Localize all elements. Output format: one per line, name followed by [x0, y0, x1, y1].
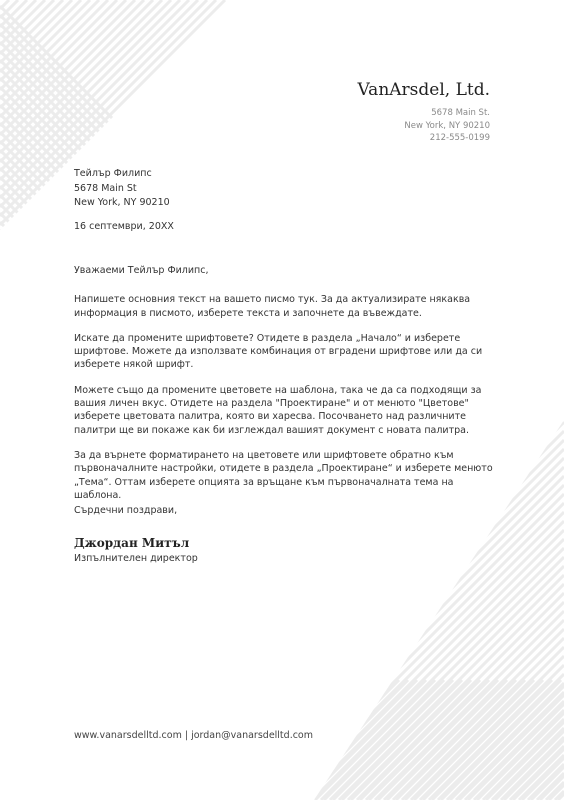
decor-stripe — [495, 680, 564, 800]
decor-stripe — [501, 737, 564, 800]
decor-stripe — [477, 680, 564, 800]
decor-stripe — [0, 0, 90, 90]
decor-stripe — [0, 204, 26, 230]
decor-stripe — [314, 680, 327, 800]
decor-stripe — [450, 680, 564, 800]
body-paragraph: За да върнете форматирането на цветовете или шрифтовете обратно към първоначалните настройки, отидете в раздела „Проектиране“ и изберете менюто „Тема“. Оттам изберете опцията за връщане към първоначалната тема на шаблона. — [74, 449, 493, 501]
decor-stripe — [314, 680, 390, 800]
decor-stripe — [549, 680, 564, 800]
closing: Сърдечни поздрави, — [74, 505, 178, 516]
decor-stripe — [314, 476, 564, 800]
decor-stripe — [0, 0, 180, 180]
decor-stripe — [492, 728, 564, 800]
decor-stripe — [459, 680, 564, 800]
decor-stripe — [314, 539, 564, 800]
decor-stripe — [333, 680, 453, 800]
decor-stripe — [0, 195, 35, 230]
decor-stripe — [513, 680, 564, 800]
decor-stripe — [0, 186, 44, 230]
decor-stripe — [441, 680, 561, 800]
decor-stripe — [474, 710, 564, 800]
decor-stripe — [486, 680, 564, 800]
decor-stripe — [351, 680, 471, 800]
decor-stripe — [447, 683, 564, 800]
decor-stripe — [384, 620, 564, 800]
company-name: VanArsdel, Ltd. — [357, 80, 490, 100]
body-paragraph: Можете също да промените цветовете на шаблона, така че да са подходящи за вашия личен вкус. Отидете на раздела "Проектиране" и от менюто "Цветове" изберете цветовата палитра, която ви харесва. Посочването над различните палитри ще ви покаже как би изглеждал вашият документ с новата палитра. — [74, 384, 482, 436]
decor-stripe — [0, 0, 171, 171]
decor-stripe — [0, 0, 162, 162]
decor-stripe — [339, 575, 564, 800]
sender-street: 5678 Main St. — [431, 108, 490, 118]
decor-stripe — [531, 680, 564, 800]
decor-stripe — [314, 503, 564, 800]
decor-stripe — [0, 0, 54, 54]
decor-stripe — [555, 791, 564, 800]
decor-stripe — [396, 680, 516, 800]
footer-email[interactable]: jordan@vanarsdelltd.com — [191, 730, 314, 741]
decor-stripe — [483, 719, 564, 800]
decor-stripe — [314, 680, 372, 800]
decor-stripe — [0, 168, 62, 230]
decor-stripe — [314, 548, 564, 800]
decor-stripe — [0, 0, 99, 99]
sender-city: New York, NY 90210 — [404, 120, 490, 131]
decor-stripe — [0, 159, 71, 230]
decor-stripe — [314, 680, 363, 800]
footer-separator: | — [181, 730, 192, 741]
decor-stripe — [414, 680, 534, 800]
letter-date: 16 септември, 20XX — [74, 221, 174, 232]
decor-stripe — [405, 680, 525, 800]
decor-stripe — [546, 782, 564, 800]
decor-stripe — [456, 692, 564, 800]
decor-stripe — [522, 680, 564, 800]
decor-stripe — [360, 680, 480, 800]
decor-stripe — [438, 674, 564, 800]
footer-website[interactable]: www.vanarsdelltd.com — [74, 730, 182, 741]
decor-stripe — [357, 593, 564, 800]
decor-stripe — [366, 602, 564, 800]
recipient-street: 5678 Main St — [74, 182, 137, 194]
decor-stripe — [468, 680, 564, 800]
decor-stripe — [0, 0, 45, 45]
decor-stripe — [314, 680, 336, 800]
decor-stripe — [342, 680, 462, 800]
decor-stripe — [314, 680, 426, 800]
decor-stripe — [330, 566, 564, 800]
decor-stripe — [369, 680, 489, 800]
decor-stripe — [420, 656, 564, 800]
decor-stripe — [0, 0, 27, 27]
decor-stripe — [375, 611, 564, 800]
body-paragraph: Напишете основния текст на вашето писмо тук. За да актуализирате някаква информация в писмото, изберете текста и започнете да въвеждате. — [74, 294, 471, 319]
decor-stripe — [314, 521, 564, 800]
decor-stripe — [537, 773, 564, 800]
decor-stripe — [387, 680, 507, 800]
decor-stripe — [0, 177, 53, 230]
decor-stripe — [528, 764, 564, 800]
decor-stripe — [314, 680, 381, 800]
decor-stripe — [314, 680, 354, 800]
decor-stripe — [558, 680, 564, 800]
decor-stripe — [314, 680, 345, 800]
decor-stripe — [0, 0, 63, 63]
signer-name: Джордан Митъл — [74, 536, 190, 550]
recipient-address — [74, 167, 170, 211]
decor-stripe — [540, 680, 564, 800]
salutation: Уважаеми Тейлър Филипс, — [74, 265, 209, 276]
decor-stripe — [314, 485, 564, 800]
decor-stripe — [314, 680, 417, 800]
decor-stripe — [315, 680, 435, 800]
signer-title: Изпълнителен директор — [74, 553, 198, 564]
footer-contact — [74, 730, 313, 741]
decor-stripe — [0, 150, 80, 230]
decor-stripe — [0, 0, 9, 9]
decor-stripe — [432, 680, 552, 800]
decor-stripe — [0, 0, 135, 135]
decor-stripe — [0, 0, 18, 18]
decor-stripe — [314, 512, 564, 800]
decor-stripe — [402, 638, 564, 800]
decor-stripe — [314, 680, 318, 800]
decor-stripe — [0, 0, 126, 126]
decor-stripe — [0, 0, 153, 153]
recipient-name: Тейлър Филипс — [74, 168, 152, 179]
decor-stripe — [0, 0, 36, 36]
decor-stripe — [348, 584, 564, 800]
letter-body — [74, 264, 500, 514]
decor-stripe — [314, 680, 408, 800]
decor-stripe — [0, 0, 144, 144]
decor-stripe — [314, 494, 564, 800]
decor-stripe — [0, 0, 117, 117]
decor-stripe — [0, 0, 72, 72]
decor-stripe — [0, 0, 189, 189]
decor-stripe — [0, 222, 8, 230]
decor-stripe — [321, 557, 564, 800]
decor-stripe — [423, 680, 543, 800]
decor-stripe — [324, 680, 444, 800]
decor-stripe — [314, 467, 564, 800]
recipient-city: New York, NY 90210 — [74, 197, 170, 208]
decor-stripe — [465, 701, 564, 800]
decor-stripe — [314, 680, 399, 800]
sender-address — [404, 107, 490, 145]
decor-stripe — [519, 755, 564, 800]
decor-stripe — [393, 629, 564, 800]
decor-stripe — [504, 680, 564, 800]
decor-stripe — [378, 680, 498, 800]
decor-stripe — [0, 0, 81, 81]
decor-stripe — [314, 530, 564, 800]
decor-stripe — [510, 746, 564, 800]
decor-stripe — [411, 647, 564, 800]
decor-stripe — [0, 0, 108, 108]
sender-phone: 212-555-0199 — [429, 133, 490, 143]
decor-stripe — [0, 213, 17, 230]
decor-stripe — [429, 665, 564, 800]
body-paragraph: Искате да промените шрифтовете? Отидете в раздела „Начало“ и изберете шрифтове. Можете да използвате комбинация от вградени шрифтове или да си изберете някой шрифт. — [74, 332, 483, 371]
